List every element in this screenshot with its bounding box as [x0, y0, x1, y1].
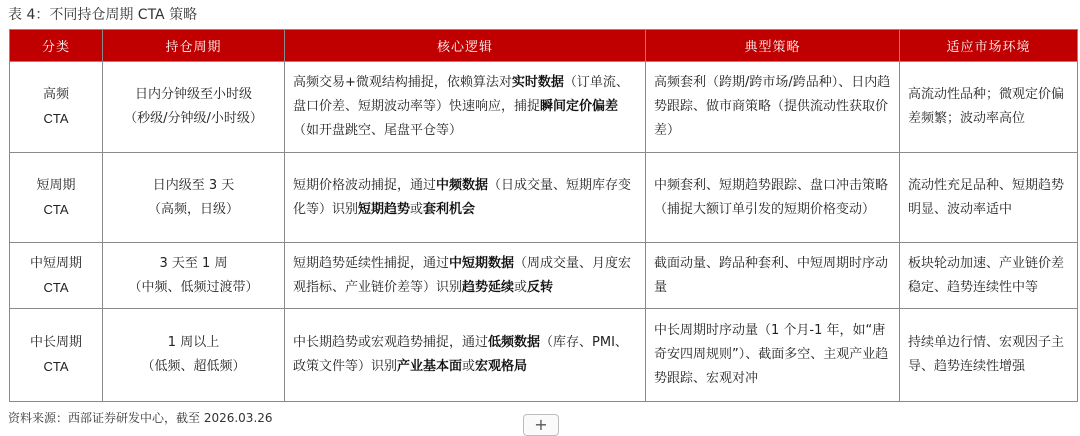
logic-emphasis: 反转: [527, 279, 554, 295]
period-main: 3 天至 1 周: [159, 255, 228, 271]
logic-emphasis: 产业基本面: [397, 359, 463, 374]
logic-emphasis: 中短期数据: [449, 255, 515, 271]
logic-text: （周成交量、月度宏观指标、产业链价差等）识别: [293, 255, 632, 295]
source-footnote: 资料来源：西部证券研发中心，截至 2026.03.26: [8, 411, 273, 425]
logic-text: （库存、PMI、政策文件等）识别: [293, 335, 628, 374]
add-button[interactable]: [523, 414, 559, 436]
environment-cell: 持续单边行情、宏观因子主导、趋势连续性增强: [900, 309, 1078, 402]
category-cell: [10, 62, 103, 153]
category-cell: [10, 243, 103, 309]
logic-emphasis: 中频数据: [436, 177, 489, 193]
logic-text: （日成交量、短期库存变化等）识别: [293, 177, 632, 217]
logic-emphasis: 实时数据: [511, 75, 564, 90]
logic-text: 或: [514, 279, 528, 295]
strategy-cell: 中频套利、短期趋势跟踪、盘口冲击策略（捕捉大额订单引发的短期价格变动）: [646, 153, 900, 243]
environment-cell: 板块轮动加速、产业链价差稳定、趋势连续性中等: [900, 243, 1078, 309]
table-row: [10, 153, 1078, 243]
period-cell: [103, 153, 285, 243]
category-cta: CTA: [43, 359, 69, 374]
logic-cell: [285, 153, 646, 243]
logic-cell: [285, 309, 646, 402]
period-cell: [103, 243, 285, 309]
category-name: 高频: [42, 87, 69, 102]
period-main: 日内分钟级至小时级: [134, 87, 252, 102]
plus-icon: +: [534, 415, 548, 434]
category-cell: [10, 309, 103, 402]
period-detail: （高频，日级）: [147, 201, 239, 217]
period-main: 日内级至 3 天: [152, 177, 235, 193]
category-name: 短周期: [36, 177, 76, 193]
logic-text: （订单流、盘口价差、短期波动率等）快速响应，捕捉: [293, 75, 629, 114]
logic-text: 或: [462, 359, 476, 374]
category-name: 中长周期: [29, 335, 82, 350]
environment-cell: 高流动性品种；微观定价偏差频繁；波动率高位: [900, 62, 1078, 153]
table-row: [10, 62, 1078, 153]
period-detail: （低频、超低频）: [141, 359, 246, 374]
category-cta: CTA: [43, 111, 69, 126]
period-cell: [103, 62, 285, 153]
category-cta: CTA: [43, 201, 69, 217]
table-row: [10, 309, 1078, 402]
logic-text: 短期价格波动捕捉，通过: [293, 177, 437, 193]
logic-text: 短期趋势延续性捕捉，通过: [293, 255, 450, 271]
logic-emphasis: 宏观格局: [475, 359, 528, 374]
header-category: 分类: [10, 30, 103, 62]
strategy-cell: 截面动量、跨品种套利、中短周期时序动量: [646, 243, 900, 309]
logic-text: 中长期趋势或宏观趋势捕捉，通过: [293, 335, 489, 350]
category-name: 中短周期: [29, 255, 82, 271]
logic-emphasis: 瞬间定价偏差: [540, 99, 619, 114]
logic-cell: [285, 62, 646, 153]
logic-text: （如开盘跳空、尾盘平仓等）: [293, 123, 463, 138]
environment-cell: 流动性充足品种、短期趋势明显、波动率适中: [900, 153, 1078, 243]
logic-emphasis: 趋势延续: [462, 279, 515, 295]
category-cta: CTA: [43, 279, 69, 295]
header-typical-strategy: 典型策略: [646, 30, 900, 62]
table-header-row: [10, 30, 1078, 62]
logic-text: 高频交易+微观结构捕捉，依赖算法对: [293, 75, 512, 90]
logic-emphasis: 低频数据: [488, 335, 541, 350]
logic-emphasis: 套利机会: [423, 201, 476, 217]
period-cell: [103, 309, 285, 402]
period-detail: （中频、低频过渡带）: [128, 279, 259, 295]
table-caption: 表 4：不同持仓周期 CTA 策略: [8, 7, 198, 23]
strategy-cell: 高频套利（跨期/跨市场/跨品种）、日内趋势跟踪、做市商策略（提供流动性获取价差）: [646, 62, 900, 153]
logic-cell: [285, 243, 646, 309]
header-holding-period: 持仓周期: [103, 30, 285, 62]
period-main: 1 周以上: [167, 335, 220, 350]
header-market-environment: 适应市场环境: [900, 30, 1078, 62]
category-cell: [10, 153, 103, 243]
cta-strategy-table: [9, 29, 1078, 402]
period-detail: （秒级/分钟级/小时级）: [124, 111, 263, 126]
header-core-logic: 核心逻辑: [285, 30, 646, 62]
strategy-cell: 中长周期时序动量（1 个月-1 年，如“唐奇安四周规则”）、截面多空、主观产业趋势跟踪、宏观对冲: [646, 309, 900, 402]
logic-emphasis: 短期趋势: [358, 201, 411, 217]
table-row: [10, 243, 1078, 309]
logic-text: 或: [410, 201, 424, 217]
